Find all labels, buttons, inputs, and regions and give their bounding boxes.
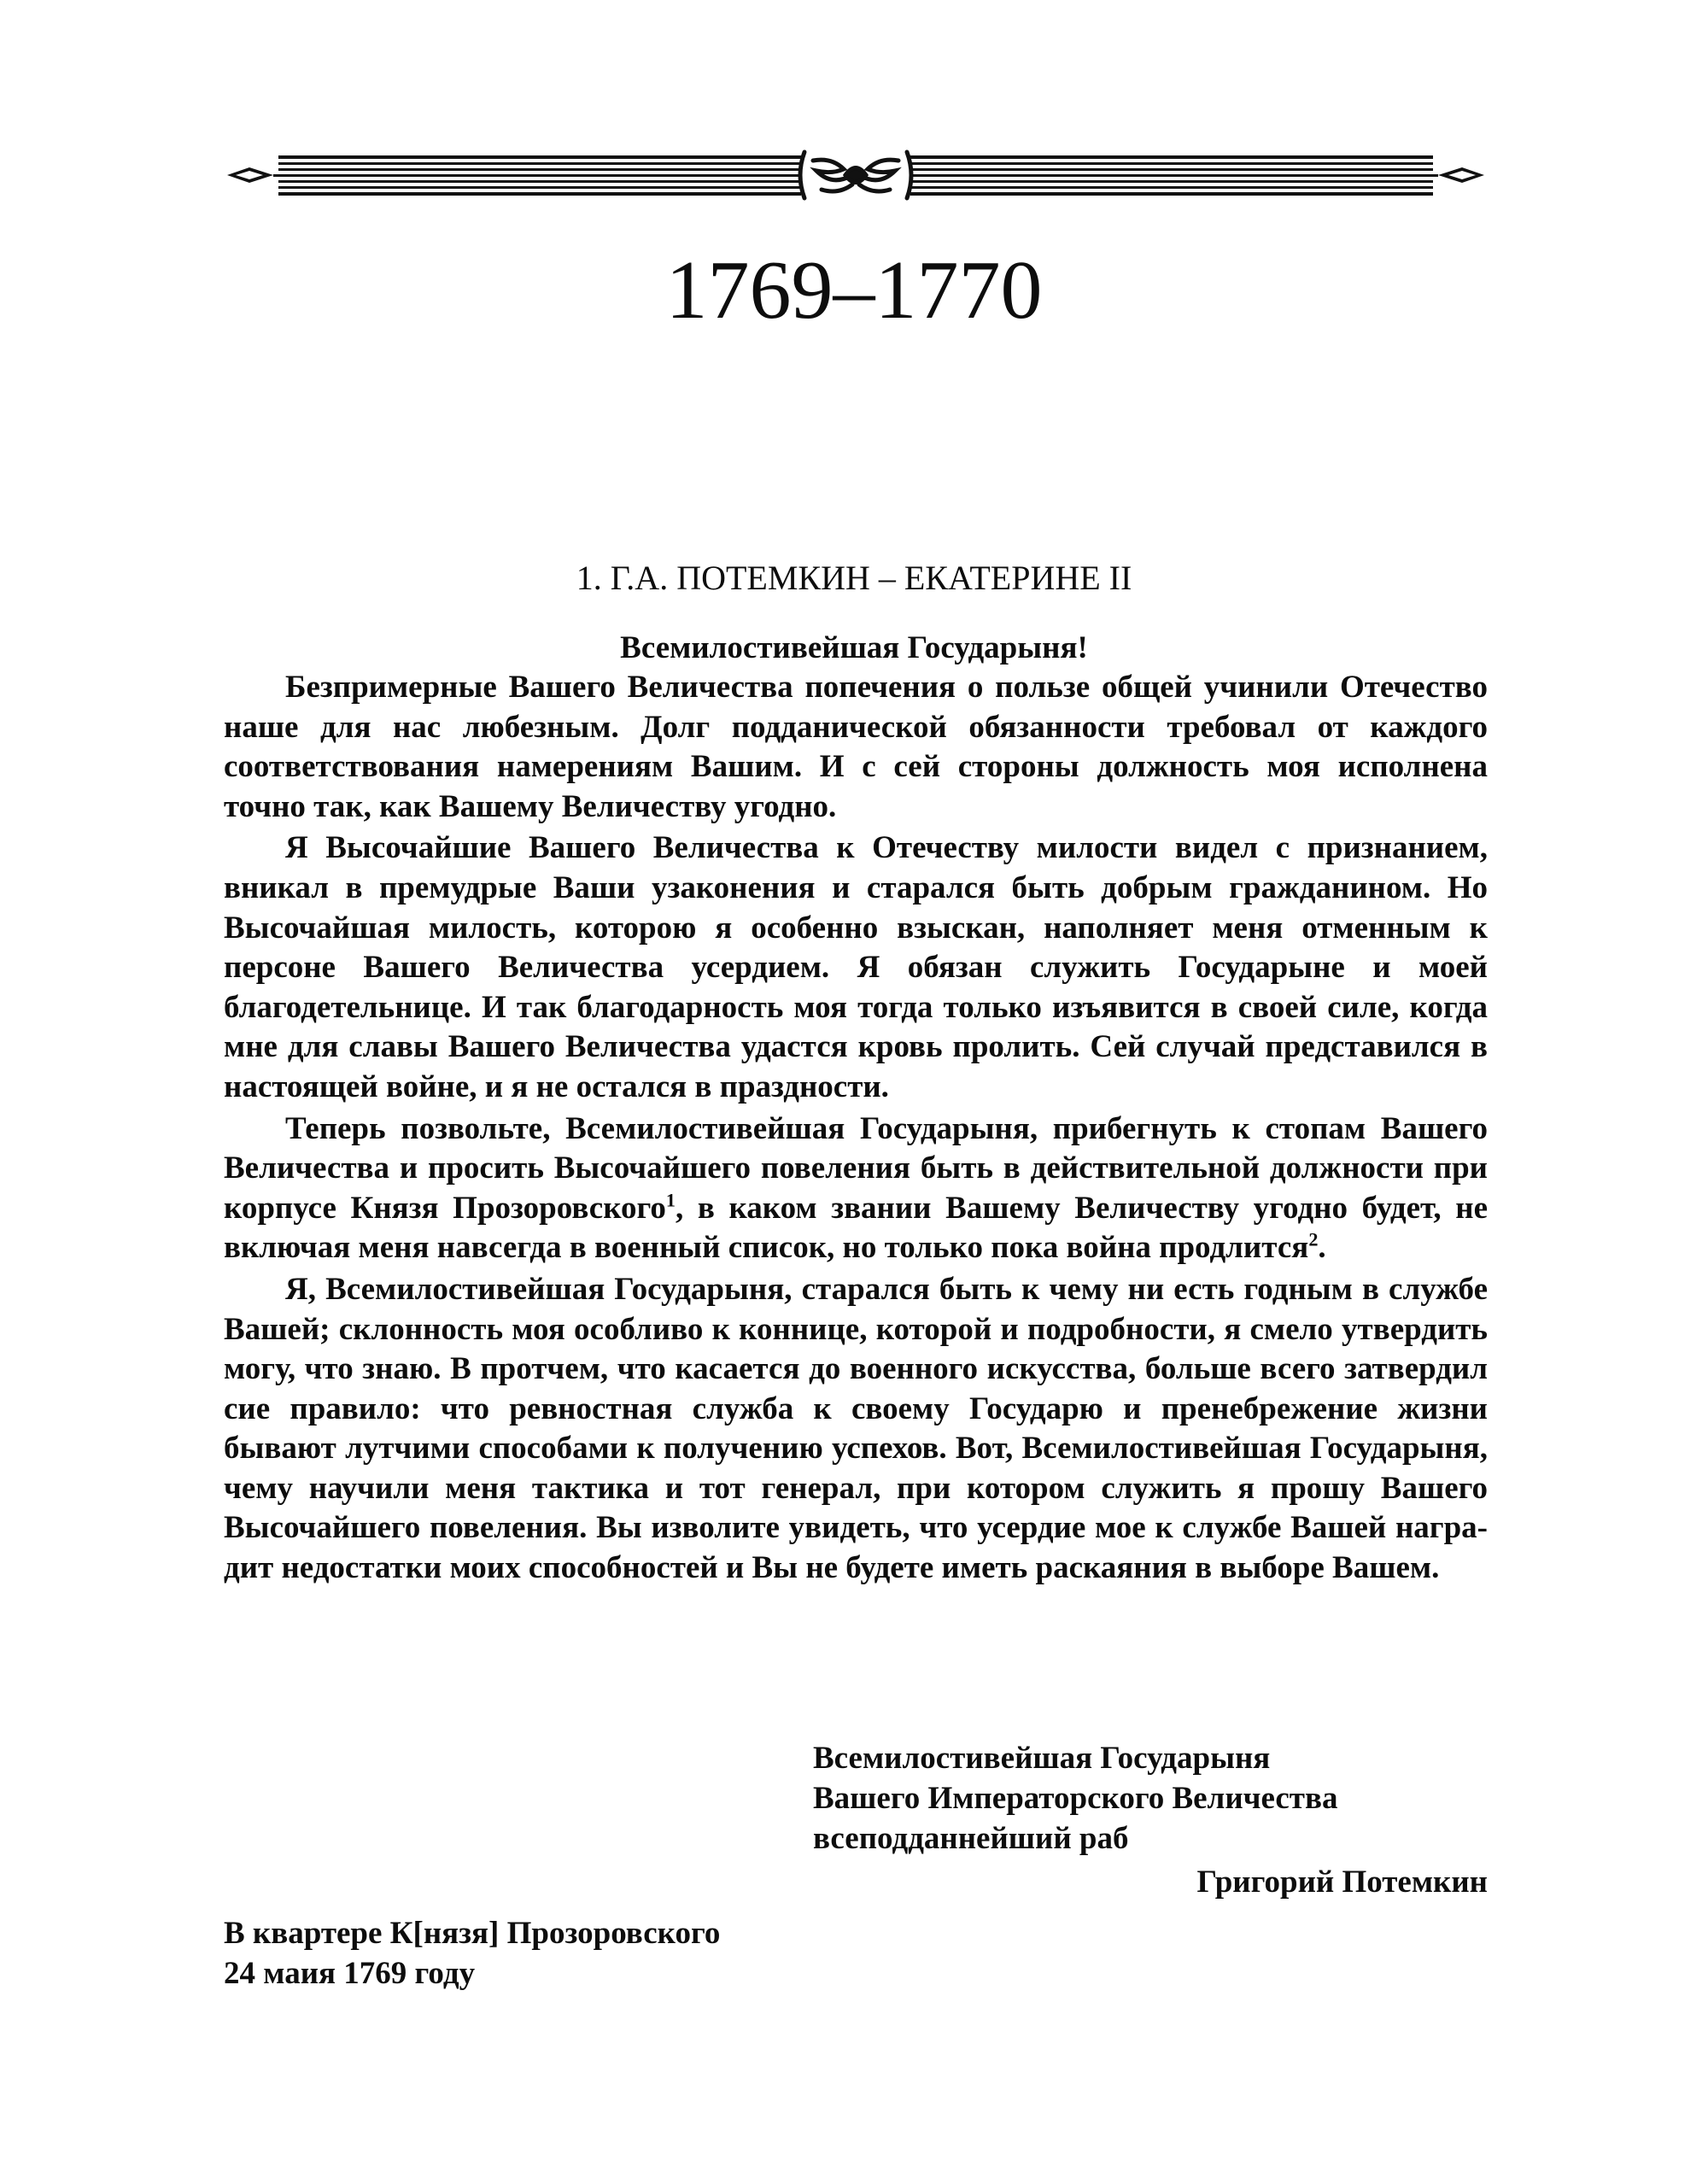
document-heading: 1. Г.А. ПОТЕМКИН – ЕКАТЕРИНЕ II xyxy=(576,559,1132,597)
right-rule-lines xyxy=(910,155,1438,196)
closing-line-1: Всемилостивейшая Государыня xyxy=(813,1741,1271,1776)
paragraph-2: Я Высочайшие Вашего Величества к Отечеству милости видел с признанием, вникал в премудрые Ваши узаконения и старался быть добрым гражданином. Но Высочайшая милость, которою я особенно взыскан, наполняет меня отменным к персоне Вашего Величества усердием. Я обязан служить Государыне и моей благодетельнице. И так благодарность моя тогда только изъявится в своей силе, когда мне для славы Вашего Величества удастся кровь пролить. Сей случай представился в настоящей войне, и я не остался в праздности. xyxy=(224,830,1488,1104)
letter-body xyxy=(224,668,1488,1590)
letter-closing xyxy=(813,1738,1337,1859)
paragraph-3-part-2: , в каком звании Вашему Величеству угодно будет, не включая меня навсегда в военный список, но только пока война продлится xyxy=(224,1190,1489,1266)
closing-line-2: Вашего Императорского Величества xyxy=(813,1781,1338,1816)
decorative-ornament-divider xyxy=(224,145,1488,205)
left-rule-lines xyxy=(273,155,801,196)
closing-line-3: всеподданнейший раб xyxy=(813,1821,1129,1856)
paragraph-4: Я, Всемилостивейшая Государыня, старался быть к чему ни есть годным в службе Вашей; склонность моя особливо к коннице, которой и подробности, я смело утвердить могу, что знаю. В протчем, что касается до военного искусства, больше всего затвердил сие правило: что ревностная служба к своему Государю и пренебрежение жизни бывают лутчими способами к получению успехов. Вот, Всемилостивейшая Государыня, чему научили меня тактика и тот генерал, при котором служить я прошу Вашего Высочайшего повеления. Вы изволите увидеть, что усердие мое к службе Вашей наградит недостатки моих способностей и Вы не будете иметь раскаяния в выборе Вашем. xyxy=(224,1271,1488,1586)
central-flourish-icon xyxy=(800,152,911,198)
footnote-ref-2[interactable]: 2 xyxy=(1308,1228,1319,1250)
paragraph-3 xyxy=(224,1109,1488,1268)
paragraph-3-part-1: Теперь позвольте, Всемилостивейшая Государыня, прибегнуть к стопам Вашего Величества и просить Высочайшего повеления быть в действительной должности при корпусе Князя Прозоровского xyxy=(224,1110,1488,1226)
page-title-years: 1769–1770 xyxy=(665,244,1043,337)
date: 24 маия 1769 году xyxy=(224,1956,476,1991)
salutation: Всемилостивейшая Государыня! xyxy=(620,630,1088,665)
paragraph-1: Безпримерные Вашего Величества попечения о пользе общей учинили Отечество наше для нас любезным. Долг подданической обязанности требовал от каждого соответствования намерениям Вашим. И с сей стороны должность моя исполнена точно так, как Вашему Величеству угодно. xyxy=(224,670,1488,824)
place-and-date xyxy=(224,1913,720,1994)
signature: Григорий Потемкин xyxy=(1196,1865,1488,1900)
footnote-ref-1[interactable]: 1 xyxy=(665,1189,676,1211)
place: В квартере К[нязя] Прозоровского xyxy=(224,1916,721,1951)
paragraph-3-part-3: . xyxy=(1318,1230,1326,1266)
